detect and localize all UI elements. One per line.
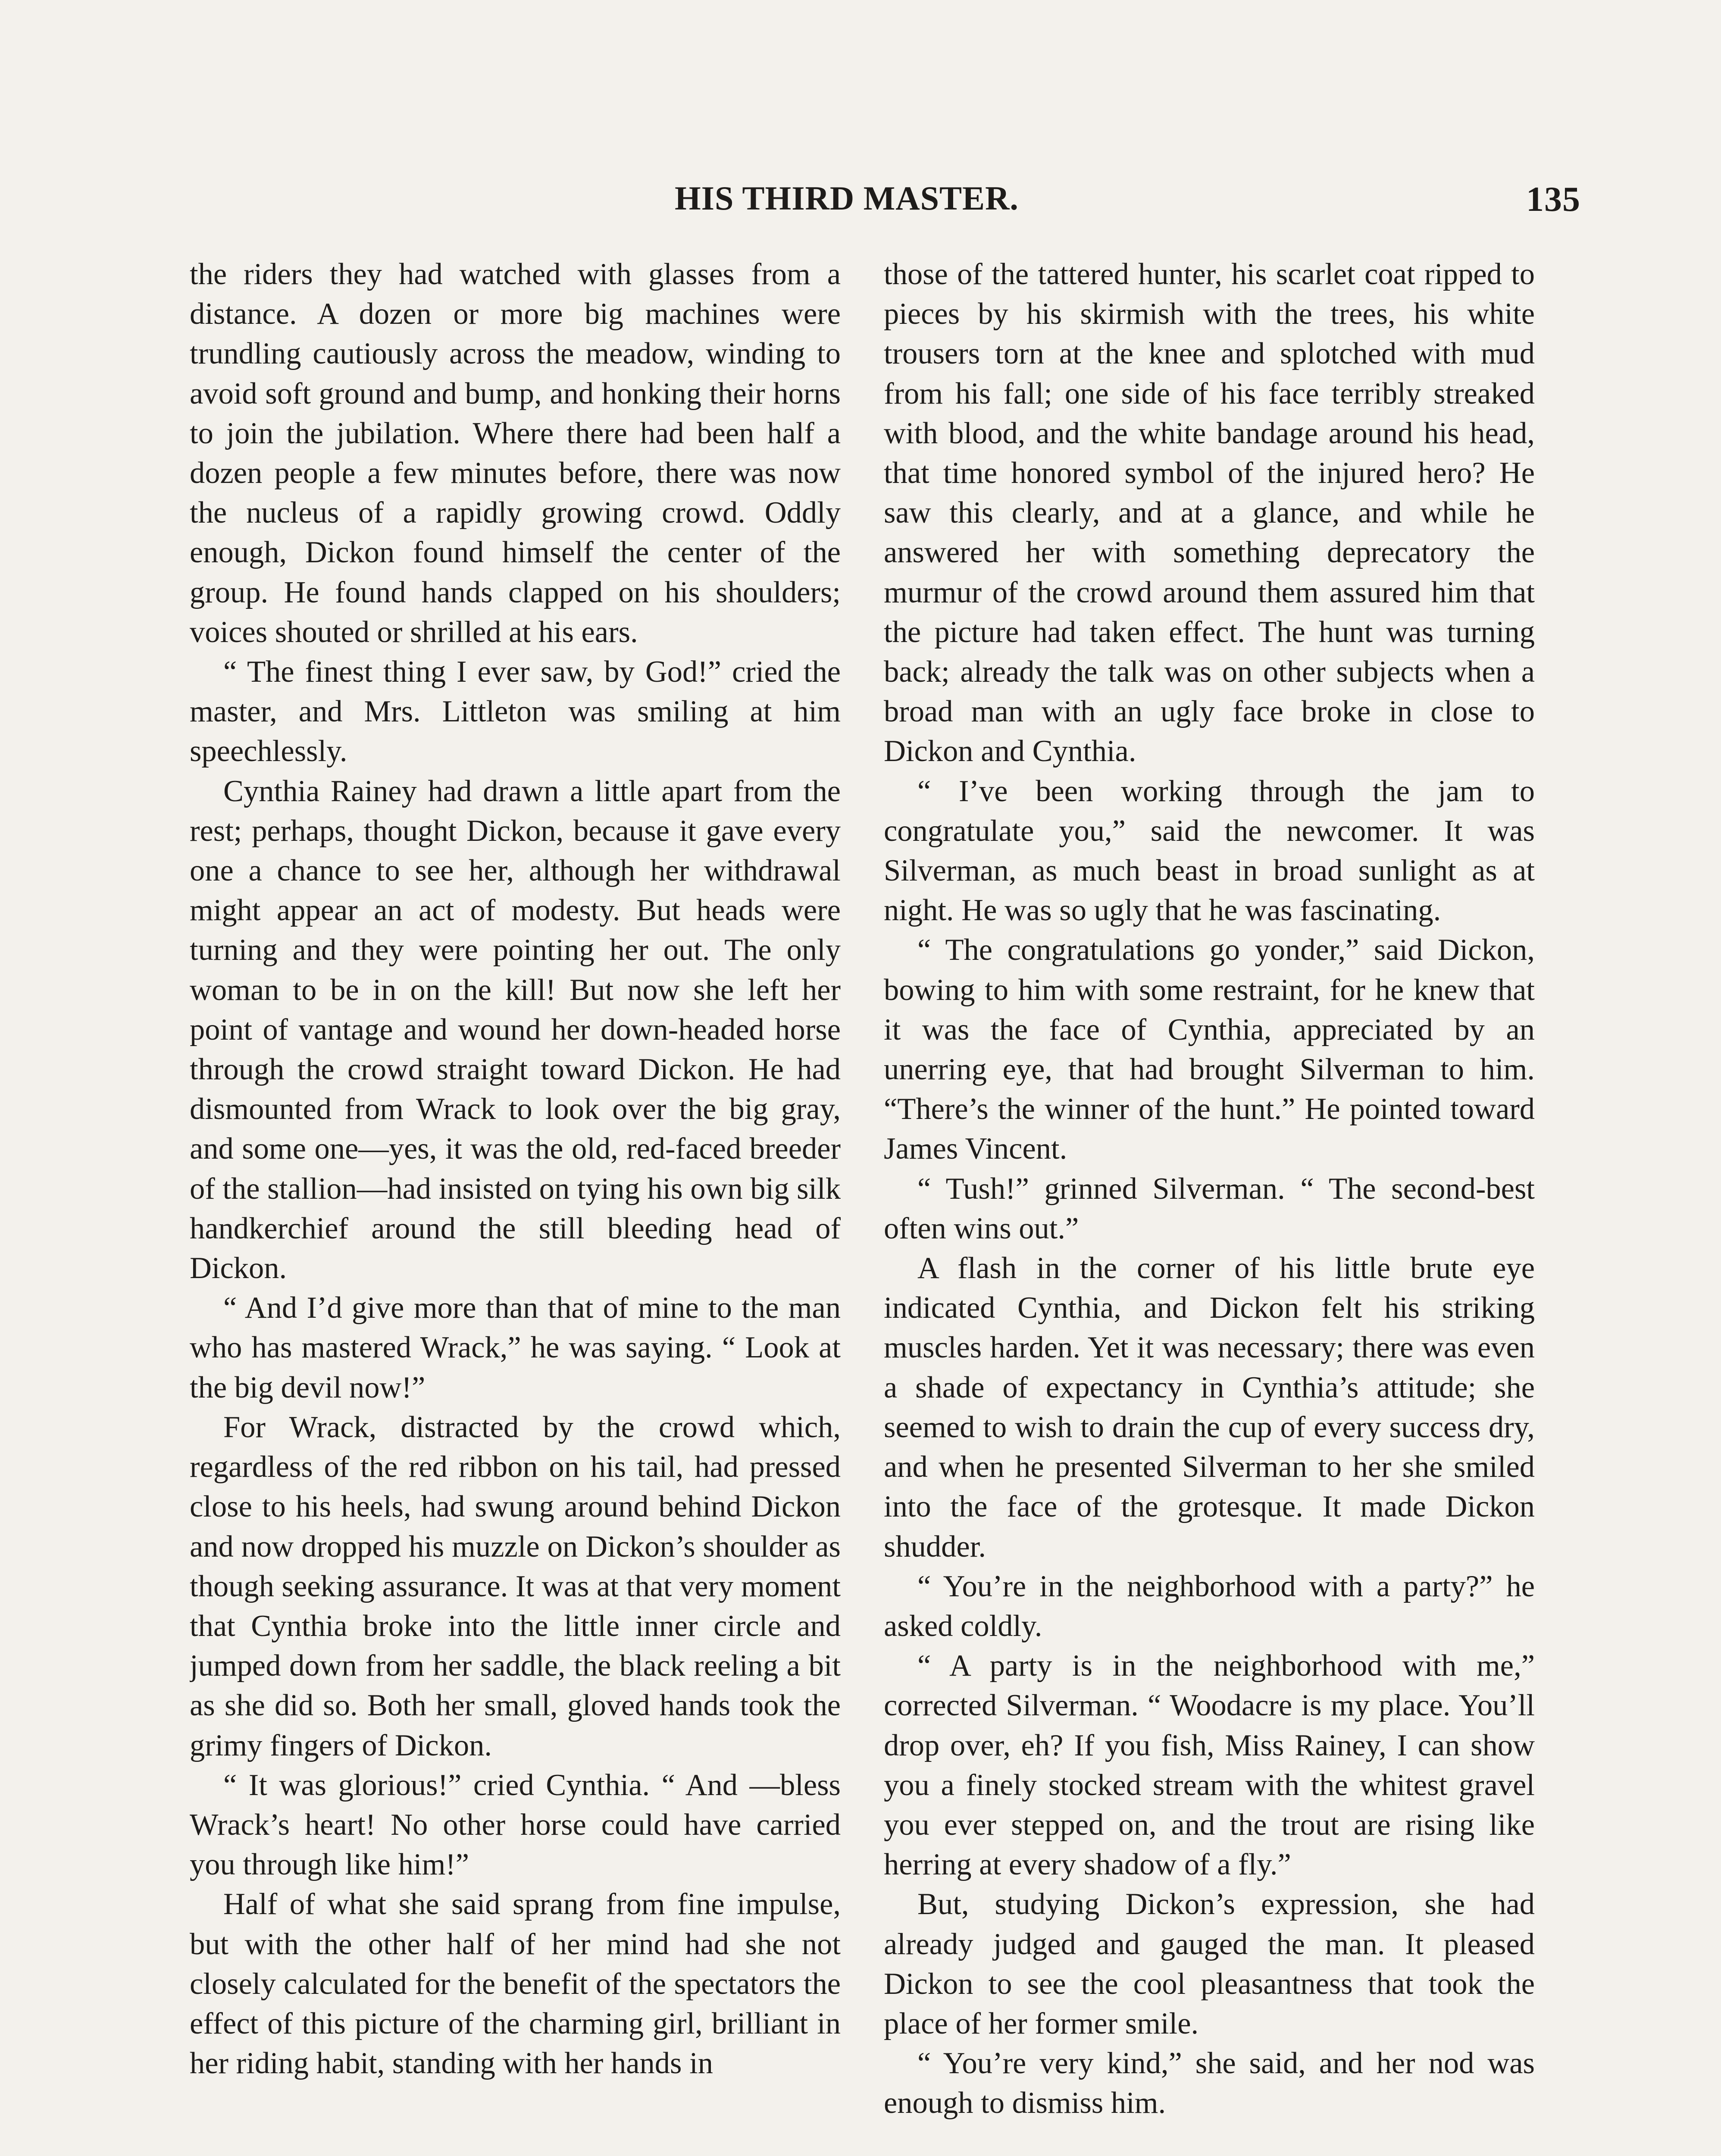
left-column (190, 254, 841, 2156)
running-head (0, 179, 1721, 226)
paragraph: “ You’re very kind,” she said, and her nod was enough to dismiss him. (884, 2046, 1535, 2120)
paragraph: “ It was glorious!” cried Cynthia. “ And —bless Wrack’s heart! No other horse could have carried you through like him!” (190, 1768, 841, 1882)
paragraph: For Wrack, distracted by the crowd which, regardless of the red ribbon on his tail, had pressed close to his heels, had swung around behind Dickon and now dropped his muzzle on Dickon’s shoulder as though seeking assurance. It was at that very moment that Cynthia broke into the little inner circle and jumped down from her saddle, the black reeling a bit as she did so. Both her small, gloved hands took the grimy fingers of Dickon. (190, 1410, 841, 1762)
running-title: HIS THIRD MASTER. (675, 179, 1019, 217)
paragraph: A flash in the corner of his little brute eye indicated Cynthia, and Dickon felt his striking muscles harden. Yet it was necessary; there was even a shade of expectancy in Cynthia’s attitude; she seemed to wish to drain the cup of every success dry, and when he presented Silverman to her she smiled into the face of the grotesque. It made Dickon shudder. (884, 1251, 1535, 1564)
paragraph: “ And I’d give more than that of mine to the man who has mastered Wrack,” he was saying. “ Look at the big devil now!” (190, 1291, 841, 1404)
paragraph: But, studying Dickon’s expression, she had already judged and gauged the man. It pleased Dickon to see the cool pleasantness that took the place of her former smile. (884, 1887, 1535, 2040)
paragraph: “ I’ve been working through the jam to congratulate you,” said the newcomer. It was Silverman, as much beast in broad sunlight as at night. He was so ugly that he was fascinating. (884, 774, 1535, 928)
paragraph: “ A party is in the neighborhood with me,” corrected Silverman. “ Woodacre is my place. You’ll drop over, eh? If you fish, Miss Rainey, I can show you a finely stocked stream with the whitest gravel you ever stepped on, and the trout are rising like herring at every shadow of a fly.” (884, 1649, 1535, 1882)
paragraph: the riders they had watched with glasses from a distance. A dozen or more big machines were trundling cautiously across the meadow, winding to avoid soft ground and bump, and honking their horns to join the jubilation. Where there had been half a dozen people a few minutes before, there was now the nucleus of a rapidly growing crowd. Oddly enough, Dickon found himself the center of the group. He found hands clapped on his shoulders; voices shouted or shrilled at his ears. (190, 257, 841, 649)
paragraph: Half of what she said sprang from fine impulse, but with the other half of her mind had she not closely calculated for the benefit of the spectators the effect of this picture of the charming girl, brilliant in her riding habit, standing with her hands in (190, 1887, 841, 2081)
paragraph: “ The congratulations go yonder,” said Dickon, bowing to him with some restraint, for he knew that it was the face of Cynthia, appreciated by an unerring eye, that had brought Silverman to him. “There’s the winner of the hunt.” He pointed toward James Vincent. (884, 933, 1535, 1166)
paragraph: “ Tush!” grinned Silverman. “ The second-best often wins out.” (884, 1172, 1535, 1245)
page-number: 135 (1526, 179, 1580, 219)
right-column (884, 254, 1535, 2156)
paragraph: those of the tattered hunter, his scarlet coat ripped to pieces by his skirmish with the trees, his white trousers torn at the knee and splotched with mud from his fall; one side of his face terribly streaked with blood, and the white bandage around his head, that time honored symbol of the injured hero? He saw this clearly, and at a glance, and while he answered her with something deprecatory the murmur of the crowd around them assured him that the picture had taken effect. The hunt was turning back; already the talk was on other subjects when a broad man with an ugly face broke in close to Dickon and Cynthia. (884, 257, 1535, 768)
paragraph: Cynthia Rainey had drawn a little apart from the rest; perhaps, thought Dickon, because it gave every one a chance to see her, although her withdrawal might appear an act of modesty. But heads were turning and they were pointing her out. The only woman to be in on the kill! But now she left her point of vantage and wound her down-headed horse through the crowd straight toward Dickon. He had dismounted from Wrack to look over the big gray, and some one—yes, it was the old, red-faced breeder of the stallion—had insisted on tying his own big silk handkerchief around the still bleeding head of Dickon. (190, 774, 841, 1285)
paragraph: “ The finest thing I ever saw, by God!” cried the master, and Mrs. Littleton was smiling at him speechlessly. (190, 655, 841, 768)
paragraph: “ You’re in the neighborhood with a party?” he asked coldly. (884, 1569, 1535, 1643)
